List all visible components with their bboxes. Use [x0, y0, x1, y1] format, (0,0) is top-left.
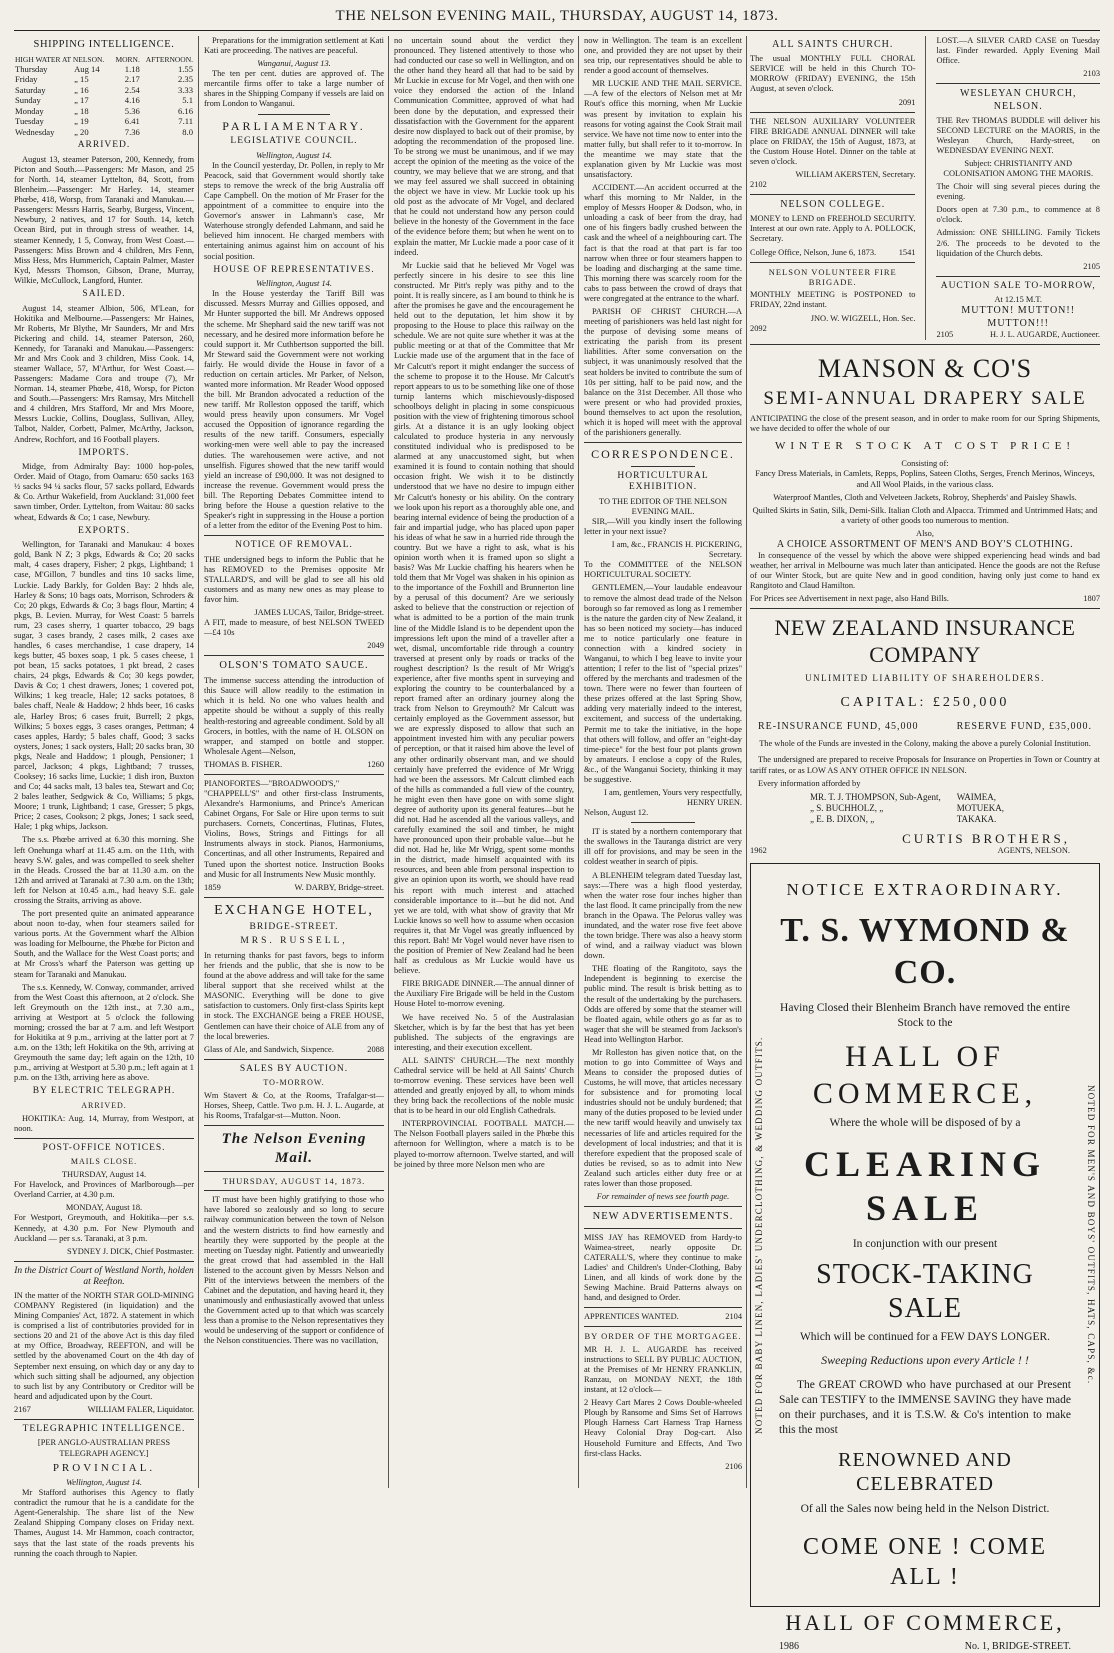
horticultural-date: Nelson, August 12. [584, 808, 649, 818]
apprentices-ad: APPRENTICES WANTED. [584, 1312, 679, 1322]
nz-reinsurance-fund: RE-INSURANCE FUND, 45,000 [758, 721, 919, 733]
removal-note: A FIT, made to measure, of best NELSON TWEED—£4 10s [204, 618, 384, 638]
college-text: MONEY to LEND on FREEHOLD SECURITY. Interest at our own rate. Apply to A. POLLOCK, Secretary. [750, 214, 916, 244]
sketcher-paragraph: We have received No. 5 of the Australasian Sketcher, which is by far the best that has yet been published. The subjects of the engravings are interesting, and their execution excellent. [394, 1012, 574, 1052]
college-title: NELSON COLLEGE. [780, 199, 886, 211]
council-place: Wellington, August 14. [256, 150, 332, 160]
manson-number: 1807 [1083, 594, 1100, 604]
brigade-signature: JNO. W. WIGZELL, Hon. Sec. [810, 313, 916, 323]
exchange-name: MRS. RUSSELL, [240, 936, 348, 947]
tides-header-morn: MORN. [115, 54, 140, 64]
nz-insurance-sub: UNLIMITED LIABILITY OF SHAREHOLDERS. [805, 673, 1045, 684]
lost-ad-number: 2103 [1083, 69, 1100, 79]
post-monday: MONDAY, August 18. [65, 1203, 143, 1213]
stock-taking-sale: STOCK-TAKING SALE [816, 1258, 1034, 1325]
exports-title: EXPORTS. [77, 525, 131, 536]
hall-text: Where the whole will be disposed of by a [829, 1117, 1021, 1130]
parish-paragraph: PARISH OF CHRIST CHURCH.—A meeting of parishioners was held last night for the purpose of devising some means of extricating the parish from its present liabilities. After some conversation on the subject, it was unanimously resolved that the seat holders be invited to contribute the sum of 10s per sitting, half to be paid now, and the balance on the 31st December. All those who were present or who had provided proxies, bound themselves to act upon the resolution, which it is hoped will meet with the approval of the parishioners generally. [584, 307, 742, 437]
wymond-side-left: NOTED FOR BABY LINEN, LADIES' UNDERCLOTHING, & WEDDING OUTFITS. [754, 1035, 764, 1434]
augarde-ad: MR H. J. L. AUGARDE has received instructions to SELL BY PUBLIC AUCTION, at the Premises of Mr HENRY FRANKLIN, Ranzau, on MONDAY NEXT, the 18th instant, at 12 o'clock— [584, 1344, 742, 1395]
nz-agents-table [810, 792, 1004, 825]
rangitoto-paragraph: THE floating of the Rangitoto, says the Independent is beginning to exercise the public mind. The result is brisk betting as to the result of the undertaking by the purchasers. Odds are offered by some that the steamer will be floated again, while others go as far as to wager that she will be steamed from Jackson's Head into Wellington Harbor. [584, 964, 742, 1044]
college-date: College Office, Nelson, June 6, 1873. [750, 247, 877, 257]
post-text-2: For Westport, Greymouth, and Hokitika—per s.s. Kennedy, at 4.30 p.m. For New Plymouth and Auckland — per s.s. Taranaki, at 3 p.m. [14, 1213, 194, 1243]
editorial-text: IT must have been highly gratifying to those who have labored so zealously and so long to secure railway communication between the town of Nelson and the western districts to find how earnestly and heartily they were supported by the people at the meeting on Tuesday night. Patiently and unweariedly the great crowd that had assembled in the Hall listened to the account given by Messrs Nelson and Pitt of the interviews between the members of the Cabinet and the deputation, and having heard it, they unanimously and enthusiastically avowed that unless the Government acted up to that which was scarcely less than a promise to the Nelson representatives they would be undeserving of the support or confidence of the Nelson constituencies. There was no vacillation, [204, 1195, 384, 1346]
column-2 [204, 36, 384, 1488]
column-divider [578, 36, 579, 1488]
brigade-title: NELSON VOLUNTEER FIRE BRIGADE. [768, 266, 897, 287]
nz-curtis: CURTIS BROTHERS, [902, 830, 1070, 846]
wymond-ad-box [750, 863, 1100, 1652]
firebrigade-paragraph: FIRE BRIGADE DINNER.—The annual dinner of the Auxiliary Fire Brigade will be held in the Custom House Hotel to-morrow evening. [394, 979, 574, 1009]
allsaints-ad-number: 2091 [898, 97, 916, 107]
tides-header-aft: AFTERNOON. [145, 54, 193, 64]
olson-text: The immense success attending the introduction of this Sauce will allow readily to the estimation in which it is held. No one who values health and appetite should be without a supply of this really health-restoring and agreeable condiment. Sold by all Grocers, in bottles, with the name of H. OLSON on wrapper, and stamped on bottle and stopper. Wholesale Agent—Nelson, [204, 676, 384, 756]
football-continued: now in Wellington. The team is an excellent one, and provided they are not upset by their sea trip, our representatives should be able to render a good account of themselves. [584, 36, 742, 76]
column-4 [584, 36, 742, 1488]
rolleston-paragraph: Mr Rolleston has given notice that, on the motion to go into Committee of Ways and Means to consider the proposed duties of Customs, he will move, that articles necessary for subsistence and for promoting local industries should not be unduly burdened; that many of the duties proposed to be levied under the new tariff would heavily and unwisely tax necessaries of life and articles required for the development of local industries; and that it is therefore expedient that the proposed scale of duties be revised, so as to admit into New Zealand such articles either duty free or at rates lower than those proposed. [584, 1047, 742, 1188]
augarde-items: 2 Heavy Cart Mares 2 Cows Double-wheeled Plough by Ransome and Sims Set of Harrows Plough Harness Cart Harness Trap Harness Heavy Colonial Dray Dog-cart. Also Household Furniture and Effects, And Two first-class Hacks. [584, 1398, 742, 1458]
nz-reserve-fund: RESERVE FUND, £35,000. [956, 721, 1092, 733]
council-title: LEGISLATIVE COUNCIL. [230, 136, 358, 147]
continued-text: Which will be continued for a FEW DAYS LONGER. [799, 1331, 1051, 1344]
luckie-mail-paragraph: MR LUCKIE AND THE MAIL SERVICE.—A few of the electors of Nelson met at Mr Rout's office this morning, when Mr Luckie was present by invitation to explain his reasons for voting against the Cook Strait mail service. We have not time now to enter into the matter fully, but shall refer to it to-morrow. In the meantime we may state that the explanation given by Mr Luckie was most unsatisfactory. [584, 79, 742, 180]
fire-ad-number: 2102 [750, 180, 767, 190]
court-signature: WILLIAM FALER, Liquidator. [87, 1404, 194, 1414]
auction-number: 2105 [936, 329, 954, 339]
olson-signature: THOMAS B. FISHER. [204, 759, 283, 769]
auction-time: At 12.15 M.T. [994, 295, 1042, 305]
port-paragraph: The port presented quite an animated appearance about noon to-day, when four steamers sailed for various ports. At the Government wharf the Albion was loading for Melbourne, the Phœbe for Picton and South, and the Wallace for the West Coast ports; and at Mr Cross's wharf the Paterson was getting up steam for Taranaki and Manukau. [14, 909, 194, 979]
editorial-continued: no uncertain sound about the verdict they pronounced. They listened attentively to those who had conducted our case so well in Wellington, and on the other hand they heard all that had to be said by Mr Luckie in excuse for Mr Vogel, and then with one voice they endorsed the action of the Inland Communication Committee, approved of what had been done by the deputation, and expressed their dissatisfaction with the Government for the apparent desire now displayed to back out of their promise, by adopting the recommendation of the proposed line. To be strong we must be unanimous, and if we may accept the opinion of the meeting as the voice of the country, we may believe that we are strong, and that we may feel assured we shall succeed in obtaining the object we have in view. Mr Luckie took up his old post as the advocate of Mr Vogel, and declared that he could not understand how any person could believe in the honesty of the Government in the face of the evidence before them; but when he went on to explain the matter, Mr Luckie made a poor case of it indeed. [394, 36, 574, 257]
tide-row: Friday „ 15 2.17 2.35 [15, 74, 193, 85]
house-place: Wellington, August 14. [256, 279, 332, 289]
luckie-paragraph: Mr Luckie said that he believed Mr Vogel was perfectly sincere in his desire to see this line constructed. Mr Pitt's reply was pithy and to the point. It is really sincere, as I am bound to think he is after the promises he gave and the encouragement he held out to the deputation, let him show it by proposing to the House to place this railway on the schedule. We are not quite sure whether it was at the public meeting or at that of the Committee that Mr Luckie made use of the argument that in the face of Mr Calcutt's report it might endanger the success of the scheme to propose it to the House. Mr Calcutt's report appears to us to be something like one of those turnip lanterns which mischievously-disposed schoolboys delight in placing in some conspicuous position with the view of frightening timorous school girls. At a distance it is an ugly looking object calculated to produce hysteria in any nervously constituted individual who is predisposed to be alarmed at any unaccustomed sight, but when examined it is found to contain nothing that should occasion fright. We wish it to be distinctly understood that we have no desire to impugn either Mr Calcutt's honesty or his ability. On the contrary we look upon his report as a thoroughly able one, and bearing internal evidence of being the production of a fair and impartial judge, who has placed upon paper his ideas of what he saw in a hurried ride through the country. But we have a right to ask, what is his opinion worth when it is framed upon so slight a basis? Was Mr Luckie chaffing his hearers when he told them that Mr Vogel was shaken in his opinion as to the importance of the Foxhill and Brunnerton line by a perusal of this document? Are we seriously asked to believe that the construction or rejection of what is admitted to be a portion of the main trunk line of the Middle Island is to be dependent upon the impressions left upon the mind of a traveller after a wet, dismal, uncomfortable ride through a country traversed at present only by roads or tracks of the roughest description? Is the result of Mr Wrigg's experience, after five months spent in surveying and exploring the country to be counterbalanced by a report framed after an ordinary journey along the track from Nelson to Greymouth? Mr Calcutt was certainly employed as the Government assessor, but we are expressly disposed to allow that such an appointment invested him with any peculiar powers of perception, or that it raised him above the level of any other ordinarily observant man, and we should certainly have preferred the evidence of Mr Wrigg had we been the assessors. Mr Calcutt climbed each of the hills as commanded a full view of the country, he might even then have gone on with some slight degree of authority upon its general features—but he did not. Had he ascended all the various valleys, and carefully examined the soil and timber, he might have pronounced upon their probable value—but he did not. Had he, like Mr Wrigg, spent some months in the district, made himself acquainted with its resources, and been able from personal inspection to give an opinion upon its worth, we should have read his report with much interest and attached considerable importance to it—but he did not. And yet we are told, with what show of gravity that Mr Luckie knows so well how to assume when occasion requires it, that Mr Vogel was greatly influenced by this report. Bah! Mr Vogel would never have risen to the position of Premier of New Zealand had he been half as credulous as Mr Luckie would have us believe. [394, 260, 574, 976]
council-text: In the Council yesterday, Dr. Pollen, in reply to Mr Peacock, said that Government would shortly take steps to remove the wreck of the brig Australia off Cape Campbell. On the motion of Mr Fraser for the appointment of a committee to enquire into the Governor's answer in Lahmann's case, Mr Waterhouse strongly defended Lahmann, and said he believed him innocent. He charged members with entertaining animus against him on account of his social position. [204, 160, 384, 261]
provincial-title: PROVINCIAL. [52, 1461, 156, 1474]
auction-signature: H. J. L. AUGARDE, Auctioneer. [989, 329, 1100, 339]
district-text: Of all the Sales now being held in the Nelson District. [800, 1503, 1050, 1516]
football-paragraph: INTERPROVINCIAL FOOTBALL MATCH.—The Nelson Football players sailed in the Phœbe this afternoon for Wellington, where a match is to be played to-morrow afternoon. Twelve started, and will be joined by three more Nelson men who are [394, 1119, 574, 1169]
hall-of-commerce-footer: HALL OF COMMERCE, [785, 1609, 1065, 1635]
manson-also: Also, [916, 528, 934, 538]
intro-text: Preparations for the immigration settlement at Kati Kati are proceeding. The natives are peaceful. [204, 36, 384, 56]
clearing-sale: CLEARING SALE [803, 1144, 1047, 1229]
tides-table [14, 55, 194, 138]
tide-row: Monday „ 18 5.36 6.16 [15, 105, 193, 116]
allsaints-ad-text: The usual MONTHLY FULL CHORAL SERVICE will be held in this Church TO-MORROW (FRIDAY) EVENING, the 15th August, at seven o'clock. [750, 54, 916, 94]
allsaints-paragraph: ALL SAINTS' CHURCH.—The next monthly Cathedral service will be held at All Saints' Church to-morrow evening. These services have been well attended and greatly enjoyed by all, to whom minds they bring back the recollections of the noble music that is to be heard in our old English Cathedrals. [394, 1055, 574, 1116]
manson-winter-stock: WINTER STOCK AT COST PRICE! [774, 439, 1076, 452]
agent-row: „ E. B. DIXON, „ TAKAKA. [810, 813, 997, 824]
masthead-rule [14, 30, 1100, 31]
sales-text: Wm Stavert & Co, at the Rooms, Trafalgar-st—Horses, Sheep, Cattle. Two p.m. H. J. L. Augarde, at his Rooms, Trafalgar-st—Mutton. Noon. [204, 1091, 384, 1121]
mortgagee-title: BY ORDER OF THE MORTGAGEE. [584, 1331, 742, 1342]
telegraph-text: HOKITIKA: Aug. 14, Murray, from Westport, at noon. [14, 1113, 194, 1133]
piano-signature: W. DARBY, Bridge-street. [294, 882, 384, 892]
telegraphic-title: TELEGRAPHIC INTELLIGENCE. [22, 1423, 186, 1434]
removal-number: 2049 [367, 641, 384, 651]
house-title: HOUSE OF REPRESENTATIVES. [213, 264, 375, 275]
hall-of-commerce: HALL OF COMMERCE, [812, 1040, 1038, 1110]
horticultural-closing: I am, gentlemen, Yours very respectfully, HENRY UREN. [604, 788, 742, 808]
paper-title: The Nelson Evening Mail. [221, 1131, 367, 1166]
tide-row: Wednesday „ 20 7.36 8.0 [15, 126, 193, 137]
house-text: In the House yesterday the Tariff Bill was discussed. Messrs Murray and Gillies opposed, and Mr Hunter supported the bill. Mr Andrews opposed the scheme. Mr Shephard said the new tariff was not necessary, and he desired more information before he could support it. Mr Cuthbertson supported the bill. Mr Steward said the Government were not working fairly. He would divide the House in favor of a reduction on certain articles. Mr Parker, of Nelson, wanted more information. Mr Reader Wood opposed the bill. Mr Brandon advocated a reduction of the new tariff. Mr Rolleston opposed the tariff, which would press heavily upon consumers. Mr Vogel accused the Opposition of ignorance regarding the results of the new tariff. Consumers, especially working-men were well able to pay the increased duties. The warehousemen were active, and not unselfish. Figures showed that the new tariff would yield an increase of £90,000. It was not designed to increase the revenue. Government would press the bill. The Reporting Debates Committee intend to bring before the House a question relative to the Speaker's right in suppressing in the House a portion of a letter from the editor of the Evening Post to him. [204, 289, 384, 531]
manson-choice: A CHOICE ASSORTMENT OF MEN'S AND BOY'S CLOTHING. [776, 538, 1074, 550]
masthead: THE NELSON EVENING MAIL, THURSDAY, AUGUST 14, 1873. [335, 8, 779, 24]
exchange-title: EXCHANGE HOTEL, [214, 902, 374, 918]
column-divider [746, 36, 747, 1488]
horticultural-to: TO THE EDITOR OF THE NELSON EVENING MAIL. [598, 496, 728, 516]
telegraph-sub: ARRIVED. [81, 1100, 127, 1110]
post-office-title: POST-OFFICE NOTICES. [42, 1142, 166, 1153]
sailed-text: August 14, steamer Albion, 506, M'Lean, for Hokitika and Melbourne.—Passengers: Mr Haines, Mr Roberts, Mr Blythe, Mr Saunders, Mr and Mrs Pickering and child. 14, steamer Paterson, 260, Kennedy, for Taranaki and Manukau.—Passengers: Mr and Mrs Cook and 3 children, Miss Cook. 14, steamer Wallace, 57, M'Arthur, for West Coast.—Passengers: Madame Cora and troupe (7), Mr Norman. 14, steamer Phœbe, 418, Worsp, for Picton and South.—Passengers: Mrs Ramsay, Mrs Mitchell and 4 children, Mrs Stafford, Mr and Mrs Moore, Messrs Luckie, Collins, Douglass, Sullivan, Alley, Talbot, Nalder, Corbett, Palmer, McArthy, Jackson, Andrew, Rochfort, and 16 Football players. [14, 303, 194, 444]
horticultural-title: HORTICULTURAL EXHIBITION. [617, 470, 709, 493]
telegraphic-sub: [PER ANGLO-AUSTRALIAN PRESS TELEGRAPH AGENCY.] [37, 1438, 171, 1458]
tide-row: Tuesday „ 19 6.41 7.11 [15, 116, 193, 127]
olson-title: OLSON'S TOMATO SAUCE. [219, 660, 369, 672]
imports-text: Midge, from Admiralty Bay: 1000 hop-poles, Order. Maid of Otago, from Oamaru: 650 sacks 163 ½ sacks 94 ¼ sacks flour, 57 sacks pollard, Edwards & Co. Arthur Wakefield, from Auckland: 31,000 feet sawn timber, Order. Lyttelton, from Waitau: 80 sacks wheat, Edwards & Co; 1 case, Newbury. [14, 462, 194, 522]
nz-insurance-title: NEW ZEALAND INSURANCE COMPANY [774, 615, 1076, 668]
exchange-text: In returning thanks for past favors, begs to inform her friends and the public, that she is now to be found at the above address and will take for the same liberal support that she received whilst at the MASONIC. Everything will be done to give satisfaction to customers. Only first-class Spirits kept in stock. The EXCHANGE being a FREE HOUSE, Gentlemen can have their choice of ALE from any of the local breweries. [204, 951, 384, 1041]
wesleyan-admission: Admission: ONE SHILLING. Family Tickets 2/6. The proceeds to be devoted to the liquidation of the Church debts. [936, 228, 1100, 258]
apprentices-number: 2104 [725, 1312, 742, 1322]
telegraph-title: BY ELECTRIC TELEGRAPH. [32, 1086, 176, 1097]
accident-paragraph: ACCIDENT.—An accident occurred at the wharf this morning to Mr Nalder, in the employ of Messrs Hooper & Dodson, who, in unloading a cask of beer from the dray, had one of his fingers badly crushed between the cask and the wheel of a neighbouring cart. The fact is that the road at that part is far too narrow when three or four steamers happen to be loading and discharging at the same time. This morning there was scarcely room for the cabs to pass between the crowd of drays that were congregated at the entrance to the wharf. [584, 183, 742, 303]
provincial-text: Mr Stafford authorises this Agency to flatly contradict the rumour that he is a candidate for the Agent-Generalship. The share list of the New Zealand Shipping Company closes on Friday next. Thames, August 14. Mr Hammon, coach contractor, says that the last state of the roads prevents his running the coach through to Napier. [14, 1488, 194, 1558]
tide-row: Sunday „ 17 4.16 5.1 [15, 95, 193, 106]
horticultural-signature: I am, &c., FRANCIS H. PICKERING, Secretary. [611, 540, 742, 560]
exchange-street: BRIDGE-STREET. [249, 921, 339, 932]
sweeping-reductions: Sweeping Reductions upon every Article ! ! [821, 1353, 1029, 1368]
brigade-number: 2092 [750, 323, 767, 333]
removal-title: NOTICE OF REMOVAL. [235, 540, 353, 551]
augarde-number: 2106 [725, 1461, 742, 1471]
horticultural-to-committee: To the COMMITTEE of the NELSON HORTICULTURAL SOCIETY. [584, 560, 742, 580]
wesleyan-title: WESLEYAN CHURCH, NELSON. [959, 88, 1077, 112]
manson-subtitle: SEMI-ANNUAL DRAPERY SALE [763, 387, 1087, 409]
column-1 [14, 36, 194, 1558]
column-divider [388, 36, 389, 1488]
wanganui-place: Wanganui, August 13. [257, 59, 331, 69]
wesleyan-number: 2105 [1083, 261, 1100, 271]
wanganui-text: The ten per cent. duties are approved of. The mercantile firms offer to take a large number of shares in the Shipping Company if vessels are laid on from London to Wanganui. [204, 69, 384, 109]
nz-agents-nelson: AGENTS, NELSON. [997, 846, 1070, 856]
remainder-note: For remainder of news see fourth page. [596, 1191, 730, 1201]
tides-header-label: HIGH WATER AT NELSON. [15, 54, 105, 64]
arrived-text: August 13, steamer Paterson, 200, Kennedy, from Picton and South.—Passengers: Mr Mason, and 25 for North. 14, steamer Lyttelton, 84, Scott, from Blenheim.—Passenger: Mr Harley. 14, steamer Phœbe, 418, Worsp, from Taranaki and Manukau.—Passengers: Messrs Harris, Searby, Burgess, Vincent, Newbury, 2 natives, and 17 for South. 14, ketch Ocean Bird, put in through stress of weather. 14, steamer Kennedy, 1 5, Conway, from West Coast.—Passengers: Miss Brown and 4 children, Mrs Fenn, Miss Hess, Mrs Hummerich, Captain Palmer, Master Kyd, Messrs Thomson, Gibson, Drane, Murray, Wilkie, McCullock, Langford, Hunter. [14, 154, 194, 285]
removal-text: THE undersigned begs to inform the Public that he has REMOVED to the Premises opposite Mr STALLARD'S, and will be glad to see all his old customers and as many new ones as may please to favor him. [204, 554, 384, 605]
arrived-title: ARRIVED. [77, 140, 131, 151]
lost-ad: LOST.—A SILVER CARD CASE on Tuesday last. Finder rewarded. Apply Evening Mail Office. [936, 36, 1100, 66]
exchange-number: 2088 [367, 1044, 384, 1054]
brigade-text: MONTHLY MEETING is POSTPONED to FRIDAY, 22nd instant. [750, 290, 916, 310]
college-number: 1541 [898, 247, 916, 257]
allsaints-ad-title: ALL SAINTS CHURCH. [772, 39, 894, 50]
wymond-text: Having Closed their Blenheim Branch have removed the entire Stock to the [780, 1002, 1070, 1030]
manson-goods-3: Quilted Skirts in Satin, Silk, Demi-Silk. Italian Cloth and Alpacca. Trimmed and Untrimmed Hats; and a variety of other goods too numerous to mention. [752, 505, 1098, 525]
manson-consequence: In consequence of the vessel by which the above were shipped experiencing head winds and bad weather, her arrival in Melbourne was much later than anticipated. Hence the goods are not the Refuse of our Winter Stock, but are quite New and in good condition, having only just come to hand ex Rangitoto and Claud Hamilton. [750, 551, 1100, 591]
conjunction-text: In conjunction with our present [852, 1238, 998, 1250]
exports-text: Wellington, for Taranaki and Manukau: 4 boxes gold, Bank N Z; 3 pkgs, Edwards & Co; 20 sacks malt, 4 cases drapery, Fisher; 2 pkgs, Lightband; 1 case, M'Gillon, 7 bundles and tins 10 sacks lime, Luckie. Lady Barkly, for Golden Bay: 2 hhds ale, Harley & Sons; 10 bags oats, Morrison, Schroders & Co; 20 pkgs, Edwards & Co; 3 bags flour, Martin; 4 pkgs, B. Levien. Murray, for West Coast: 5 barrels rum, 23 cases sherry, 1 quarter tobacco, 29 bags sugar, 3 cases brandy, 2 cases milk, 2 cases axe handles, 6 cases merchandise, 1 case drapery, 14 kegs butter, 45 boxes soap, 1 pk. 5 cases cheese, 1 pot bean, 15 sacks potatoes, 1 pkt bread, 2 cases chairs, 24 pkgs, Edwards & Co; 30 kegs powder, Davis & Co; 1 chest drawers, Jones; 1 covered pot, Wilkins; 1 keg treacle, Hale; 12 sacks potatoes, 8 bales chaff, Neale & Haddow; 2 hhds beer, 16 casks ale, Harley Bros; 6 cases fruit, Burrell; 2 pkgs, Wilkins; 5 boxes eggs, 3 cases oranges, Pettman; 4 cases apples, Hardy; 5 bales chaff, Good; 3 sacks oysters, Jones; 1 sack oysters, Hall; 20 sacks bran, 30 pkgs, Neale and Haddow; 1 plough, Pensioner; 1 parcel, Jackson; 4 pkgs, Lightband; 7 trusses, Cooksey; 16 sacks lime, Luckie; 1 dish iron, Buxton and Co; 44 sacks malt, 13 bales tea, Stewart and Co; 2 bales leather, Sedgwick & Co, Williams; 5 pkgs, Moore; 1 trunk, Lightband; 1 case, Gresser; 5 pkgs, Price; 2 cases, Cookson; 2 pkgs, Jones; 1 sack seed, Hale; 1 pkg whips, Jackson. [14, 540, 194, 832]
tide-row: Thursday Aug 14 1.18 1.55 [15, 63, 193, 74]
wesleyan-doors: Doors open at 7.30 p.m., to commence at 8 o'clock. [936, 205, 1100, 225]
nz-number: 1962 [750, 846, 767, 856]
post-office-sub: MAILS CLOSE. [70, 1157, 138, 1167]
nz-capital: CAPITAL: £250,000 [840, 695, 1010, 711]
come-one-come-all: COME ONE ! COME ALL ! [803, 1534, 1047, 1590]
sales-title: SALES BY AUCTION. [239, 1063, 349, 1074]
manson-prices: For Prices see Advertisement in next page, also Hand Bills. [750, 594, 949, 604]
manson-intro: ANTICIPATING the close of the present season, and in order to make room for our Spring Shipments, we have decided to offer the whole of our [750, 413, 1100, 433]
olson-number: 1260 [367, 759, 384, 769]
jay-ad: MISS JAY has REMOVED from Hardy-to Waimea-street, nearly opposite Dr. CATERALL'S, where they continue to make Ladies' and Children's Under-Clothing, Baby Linen, and all kinds of work done by the Sewing Machine. Braid Patterns always on hand, and designed to Order. [584, 1232, 742, 1303]
manson-goods-1: Fancy Dress Materials, in Camlets, Repps, Poplins, Sateen Cloths, Serges, French Merinos, Winceys, and All Wool Plaids, in the various class. [755, 469, 1095, 489]
provincial-place: Wellington, August 14. [66, 1478, 142, 1488]
imports-title: IMPORTS. [78, 447, 130, 458]
parliament-title: PARLIAMENTARY. [222, 118, 366, 133]
post-text-1: For Havelock, and Provinces of Marlborough—per Overland Carrier, at 4.30 p.m. [14, 1180, 194, 1200]
wymond-number: 1986 [779, 1640, 799, 1652]
auction-title: AUCTION SALE TO-MORROW, [940, 280, 1096, 291]
renowned-celebrated: RENOWNED AND CELEBRATED [838, 1448, 1012, 1495]
nz-funds-text: The whole of the Funds are invested in the Colony, making the above a purely Colonial Institution. [759, 739, 1091, 749]
horticultural-text: SIR,—Will you kindly insert the following letter in your next issue? [584, 516, 742, 537]
auction-text: MUTTON! MUTTON!! MUTTON!!! [961, 305, 1076, 329]
fire-ad-text: THE NELSON AUXILIARY VOLUNTEER FIRE BRIGADE ANNUAL DINNER will take place on FRIDAY, the 15th of August, 1873, at the Custom House Hotel. Dinner on the table at seven o'clock. [750, 116, 916, 166]
sales-sub: TO-MORROW. [263, 1078, 325, 1088]
paper-date: THURSDAY, AUGUST 14, 1873. [222, 1175, 366, 1186]
column-divider [198, 36, 199, 1488]
phoebe-paragraph: The s.s. Phœbe arrived at 6.30 this morning. She left Onehunga wharf at 11.45 a.m. on the 11th, with heavy S.W. gales, and was compelled to seek shelter in the Heads. Crossed the bar at 11.30 a.m. on the 12th and arrived at Taranaki at 7.30 a.m. on the 13th; left for Nelson at 10.45 a.m., had heavy S.E. gale crossing the Straits, arriving as above. [14, 835, 194, 905]
piano-number: 1859 [204, 882, 221, 892]
court-number: 2167 [14, 1404, 31, 1414]
fire-ad-signature: WILLIAM AKERSTEN, Secretary. [795, 169, 916, 179]
piano-text: PIANOFORTES—"BROADWOOD'S," "CHAPPELL'S" and other first-class Instruments, Alexandre's Harmoniums, and Prince's American Cabinet Organs, For Sale or Hire upon terms to suit purchasers. Cornets, Concertinas, Flutinas, Flutes, Violins, Bows, Strings and Fittings for all Instruments always in stock. Pianos, Harmoniums, Concertinas, and all other Instruments, Repaired and Tuned upon the shortest notice. Instruction Books and Music for all Instruments New Music monthly. [204, 778, 384, 879]
wymond-address: No. 1, BRIDGE-STREET. [964, 1640, 1071, 1652]
swallows-paragraph: IT is stated by a northern contemporary that the swallows in the Tauranga district are very ill off for provisions, and may be seen in the coldest weather in search of pipis. [584, 827, 742, 867]
manson-goods-2: Waterproof Mantles, Cloth and Velveteen Jackets, Robroy, Shepherds' and Paisley Shawls. [773, 492, 1077, 502]
agent-row: „ S. BUCHHOLZ, „ MOTUEKA, [810, 802, 1005, 813]
shipping-title: SHIPPING INTELLIGENCE. [33, 39, 175, 50]
column-5-ads [750, 36, 1100, 1652]
wymond-side-right: NOTED FOR MEN'S AND BOYS' OUTFITS, HATS, CAPS, &c. [1086, 1084, 1096, 1385]
horticultural-letter: GENTLEMEN,—Your laudable endeavour to remove the almost dead trade of the Nelson borough so far removed as long as I remember is the nature the garden city of New Zealand, it has so been noticed my society—has induced me to notice particularly one feature in connection with a kindred society in Wanganui, to which I beg leave to invite your attention; I refer to the list of "special prizes" offered by the merchants and tradesmen of the town. There were no fewer than fourteen of these prizes offered at the last Spring Show, adding very materially indeed to the interest, excitement, and success of the undertaking. Permit me to take the initiative, in the hope that others will follow, and offer an "eight-day time-piece" for the best four pot plants grown by amateurs. I enclose a copy of the Rules, &c., of the Wanganui Society, thinking it may be suggestive. [584, 583, 742, 784]
correspondence-title: CORRESPONDENCE. [591, 447, 735, 462]
new-ads-title: NEW ADVERTISEMENTS. [592, 1211, 734, 1223]
column-3 [394, 36, 574, 1488]
nz-proposals: The undersigned are prepared to receive Proposals for Insurance on Properties in Town or Country at tariff rates, or as LOW AS ANY OTHER OFFICE IN NELSON. [750, 755, 1100, 775]
exchange-note: Glass of Ale, and Sandwich, Sixpence. [204, 1044, 334, 1054]
post-thursday: THURSDAY, August 14. [61, 1170, 147, 1180]
court-text: IN the matter of the NORTH STAR GOLD-MINING COMPANY Registered (in liquidation) and the Mining Companies' Act, 1872. A statement in which is comprised a list of contributories provided for in sections 20 and 21 of the above Act is this day filed at my Office, Broadway, REEFTON, and will be settled by the abovenamed Court on the 4th day of September next ensuing, on which day or any day to which such sitting shall be adjourned, any objection to such list by any Contributory or Creditor will be heard and adjudicated upon by the Court. [14, 1290, 194, 1401]
manson-consisting: Consisting of: [901, 459, 949, 469]
kennedy-paragraph: The s.s. Kennedy, W. Conway, commander, arrived from the West Coast this afternoon, at 2 o'clock. She left Greymouth on the 12th inst., at 7.30 a.m., arriving at Westport at 5 o'clock the following morning; crossed the bar at 7 a.m. and left Westport for Hokitika at 9 p.m., arriving at the latter port at 7 a.m. on the 13th; left Hokitika on the 9th, arriving at Greymouth the same day; left again on the 12th, 10 p.m., arriving at Westport at 5.30 p.m.; left again at 1 p.m. on the 13th, arriving here as above. [14, 982, 194, 1083]
agent-row: MR. T. J. THOMPSON, Sub-Agent, WAIMEA, [810, 791, 997, 802]
wesleyan-choir: The Choir will sing several pieces during the evening. [936, 182, 1100, 202]
wymond-name: T. S. WYMOND & CO. [780, 912, 1070, 991]
blenheim-paragraph: A BLENHEIM telegram dated Tuesday last, says:—There was a high flood yesterday, when the water rose four inches higher than the last flood. It came principally from the new branch in the Opawa. The Pelorus valley was inundated, and the water rose five feet above the town bridge. There was also a heavy storm of wind, and a railway viaduct was blown down. [584, 870, 742, 961]
notice-extraordinary: NOTICE EXTRAORDINARY. [786, 879, 1064, 899]
court-title: In the District Court of Westland North, holden at Reefton. [14, 1265, 194, 1288]
nz-every: Every information afforded by [758, 778, 861, 788]
wesleyan-text: THE Rev THOMAS BUDDLE will deliver his SECOND LECTURE on the MAORIS, in the Wesleyan Church, Hardy-street, on WEDNESDAY EVENING NEXT. [936, 115, 1100, 155]
removal-signature: JAMES LUCAS, Tailor, Bridge-street. [254, 608, 384, 618]
tide-row: Saturday „ 16 2.54 3.33 [15, 84, 193, 95]
wesleyan-subject: Subject: CHRISTIANITY AND COLONISATION AMONG THE MAORIS. [943, 159, 1094, 179]
crowd-text: The GREAT CROWD who have purchased at our Present Sale can TESTIFY to the IMMENSE SAVING they have made on their purchases, and it is T.S.W. & Co's intention to make this the most [779, 1378, 1071, 1436]
post-signature: SYDNEY J. DICK, Chief Postmaster. [67, 1246, 194, 1256]
manson-title: MANSON & CO'S [817, 353, 1033, 383]
sailed-title: SAILED. [82, 288, 126, 299]
